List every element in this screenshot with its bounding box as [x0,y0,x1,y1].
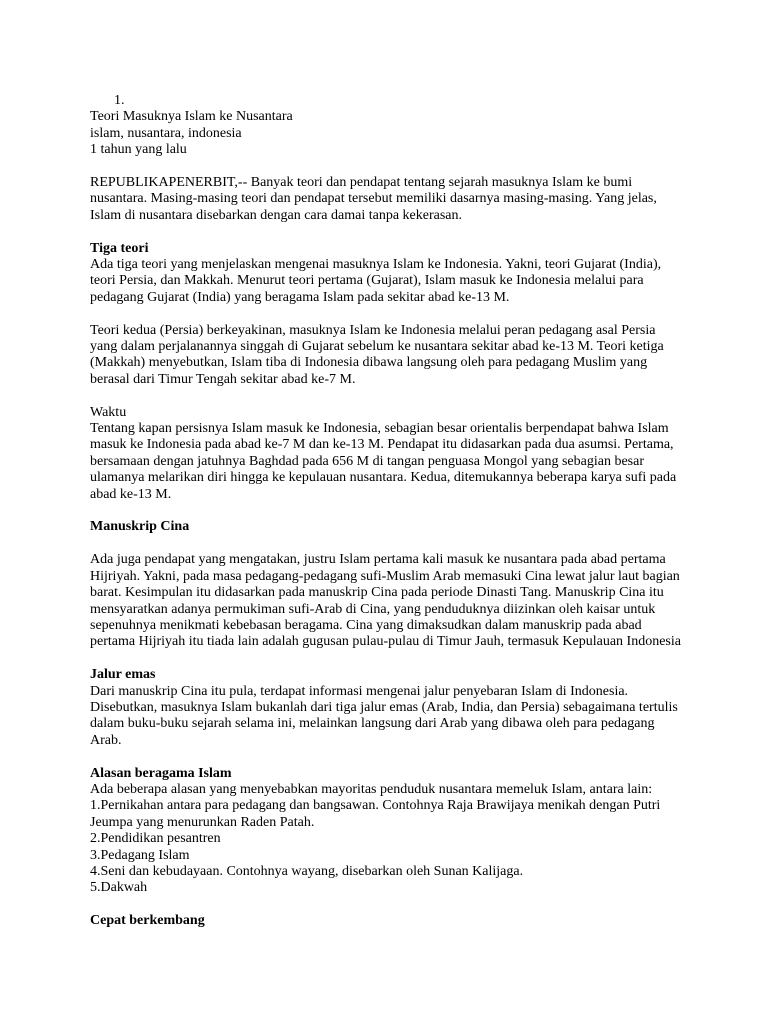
text-line: sepenuhnya menikmati kebebasan beragama. Cina yang dimaksudkan dalam manuskrip pada abad [90,617,642,633]
text-line: Hijriyah. Yakni, pada masa pedagang-pedagang sufi-Muslim Arab memasuki Cina lewat jalur laut bagian [90,568,680,584]
article-timestamp: 1 tahun yang lalu [90,142,187,158]
article-title: Teori Masuknya Islam ke Nusantara [90,109,293,125]
section-heading-manuskrip-cina: Manuskrip Cina [90,519,190,535]
text-line: teori Persia, dan Makkah. Menurut teori pertama (Gujarat), Islam masuk ke Indonesia melalui para [90,273,644,289]
tiga-teori-paragraph-2 [90,323,690,389]
list-item: 5.Dakwah [90,880,148,896]
text-line: barat. Kesimpulan itu didasarkan pada manuskrip Cina pada periode Dinasti Tang. Manuskrip Cina itu [90,585,664,601]
section-heading-waktu: Waktu [90,404,127,420]
text-line: yang dalam perjalanannya singgah di Gujarat sebelum ke nusantara sekitar abad ke-13 M. Teori ketiga [90,339,664,355]
text-line: berasal dari Timur Tengah sekitar abad ke-7 M. [90,371,356,387]
text-line: REPUBLIKAPENERBIT,-- Banyak teori dan pendapat tentang sejarah masuknya Islam ke bumi [90,175,633,191]
section-heading-jalur-emas: Jalur emas [90,667,156,683]
text-line: bersamaan dengan jatuhnya Baghdad pada 656 M di tangan penguasa Mongol yang sebagian besar [90,453,644,469]
article-tags: islam, nusantara, indonesia [90,125,242,141]
list-item-continuation: Jeumpa yang menurunkan Raden Patah. [90,814,315,830]
section-heading-tiga-teori: Tiga teori [90,240,149,256]
intro-paragraph [90,175,690,224]
waktu-paragraph [90,421,690,503]
text-line: abad ke-13 M. [90,486,172,502]
section-heading-cepat-berkembang: Cepat berkembang [90,913,205,929]
text-line: Tentang kapan persisnya Islam masuk ke Indonesia, sebagian besar orientalis berpendapat bahwa Islam [90,421,669,437]
text-line: Disebutkan, masuknya Islam bukanlah dari tiga jalur emas (Arab, India, dan Persia) sebagaimana tertulis [90,699,678,715]
text-line: Arab. [90,732,122,748]
manuskrip-cina-paragraph [90,552,690,650]
list-item: 3.Pedagang Islam [90,847,190,863]
text-line: Ada beberapa alasan yang menyebabkan mayoritas penduduk nusantara memeluk Islam, antara lain: [90,781,653,797]
text-line: Ada tiga teori yang menjelaskan mengenai masuknya Islam ke Indonesia. Yakni, teori Gujarat (India), [90,257,662,273]
text-line: (Makkah) menyebutkan, Islam tiba di Indonesia dibawa langsung oleh para pedagang Muslim yang [90,355,648,371]
tiga-teori-paragraph-1 [90,257,690,306]
alasan-paragraph [90,782,690,897]
text-line: pedagang Gujarat (India) yang beragama Islam pada sekitar abad ke-13 M. [90,289,510,305]
article-body [90,93,690,930]
list-item: 4.Seni dan kebudayaan. Contohnya wayang, disebarkan oleh Sunan Kalijaga. [90,863,524,879]
text-line: masuk ke Indonesia pada abad ke-7 M dan ke-13 M. Pendapat itu didasarkan pada dua asumsi. Pertama, [90,437,674,453]
text-line: mensyaratkan adanya permukiman sufi-Arab di Cina, yang penduduknya diizinkan oleh kaisar untuk [90,601,656,617]
text-line: nusantara. Masing-masing teori dan pendapat tersebut memiliki dasarnya masing-masing. Yang jelas, [90,191,657,207]
list-item: 1.Pernikahan antara para pedagang dan bangsawan. Contohnya Raja Brawijaya menikah dengan Putri [90,798,661,814]
text-line: dalam buku-buku sejarah selama ini, melainkan langsung dari Arab yang dibawa oleh para pedagang [90,716,655,732]
list-number: 1. [114,93,125,108]
jalur-emas-paragraph [90,684,690,750]
list-item: 2.Pendidikan pesantren [90,831,221,847]
text-line: pertama Hijriyah itu tiada lain adalah gugusan pulau-pulau di Timur Jauh, termasuk Kepulauan Indonesia [90,634,681,650]
section-heading-alasan: Alasan beragama Islam [90,765,232,781]
text-line: Ada juga pendapat yang mengatakan, justru Islam pertama kali masuk ke nusantara pada abad pertama [90,552,666,568]
text-line: Islam di nusantara disebarkan dengan cara damai tanpa kekerasan. [90,207,462,223]
text-line: Dari manuskrip Cina itu pula, terdapat informasi mengenai jalur penyebaran Islam di Indonesia. [90,683,629,699]
text-line: ulamanya melarikan diri hingga ke kepulauan nusantara. Kedua, ditemukannya beberapa karya sufi pada [90,470,677,486]
text-line: Teori kedua (Persia) berkeyakinan, masuknya Islam ke Indonesia melalui peran pedagang asal Persia [90,322,656,338]
